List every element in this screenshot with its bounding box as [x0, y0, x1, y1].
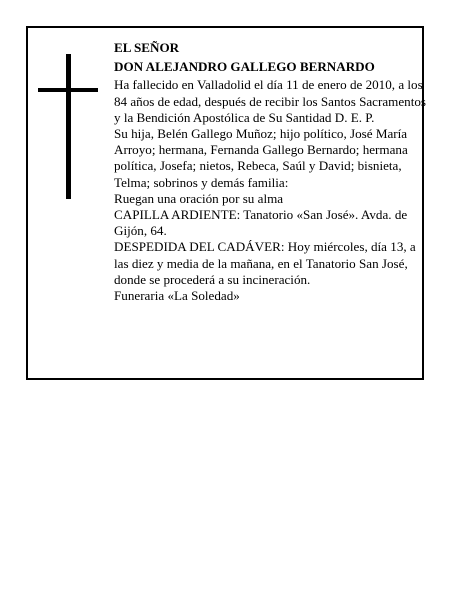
cross-icon — [38, 54, 98, 199]
honorific-title: EL SEÑOR — [114, 40, 180, 55]
prayer-request: Ruegan una oración por su alma — [114, 190, 284, 206]
death-announcement: Ha fallecido en Valladolid el día 11 de enero de 2010, a los 84 años de edad, después de recibir los Santos Sacramentos y la Bendición Apostólica de Su Santidad D. E. P. — [114, 77, 426, 125]
cross-horizontal-bar — [38, 88, 98, 92]
funeral-home: Funeraria «La Soledad» — [114, 288, 240, 304]
cross-vertical-bar — [66, 54, 71, 199]
chapel-info: CAPILLA ARDIENTE: Tanatorio «San José». Avda. de Gijón, 64. — [114, 207, 408, 239]
obituary-notice — [26, 26, 424, 380]
family-members: Su hija, Belén Gallego Muñoz; hijo político, José María Arroyo; hermana, Fernanda Gallego Bernardo; hermana política, Josefa; nietos, Rebeca, Saúl y David; bisnieta, Telma; sobrinos y demás familia: — [114, 126, 408, 190]
farewell-info: DESPEDIDA DEL CADÁVER: Hoy miércoles, día 13, a las diez y media de la mañana, en el Tanatorio San José, donde se procederá a su incineración. — [114, 239, 416, 287]
obituary-text — [114, 40, 428, 304]
deceased-name: DON ALEJANDRO GALLEGO BERNARDO — [114, 59, 375, 75]
